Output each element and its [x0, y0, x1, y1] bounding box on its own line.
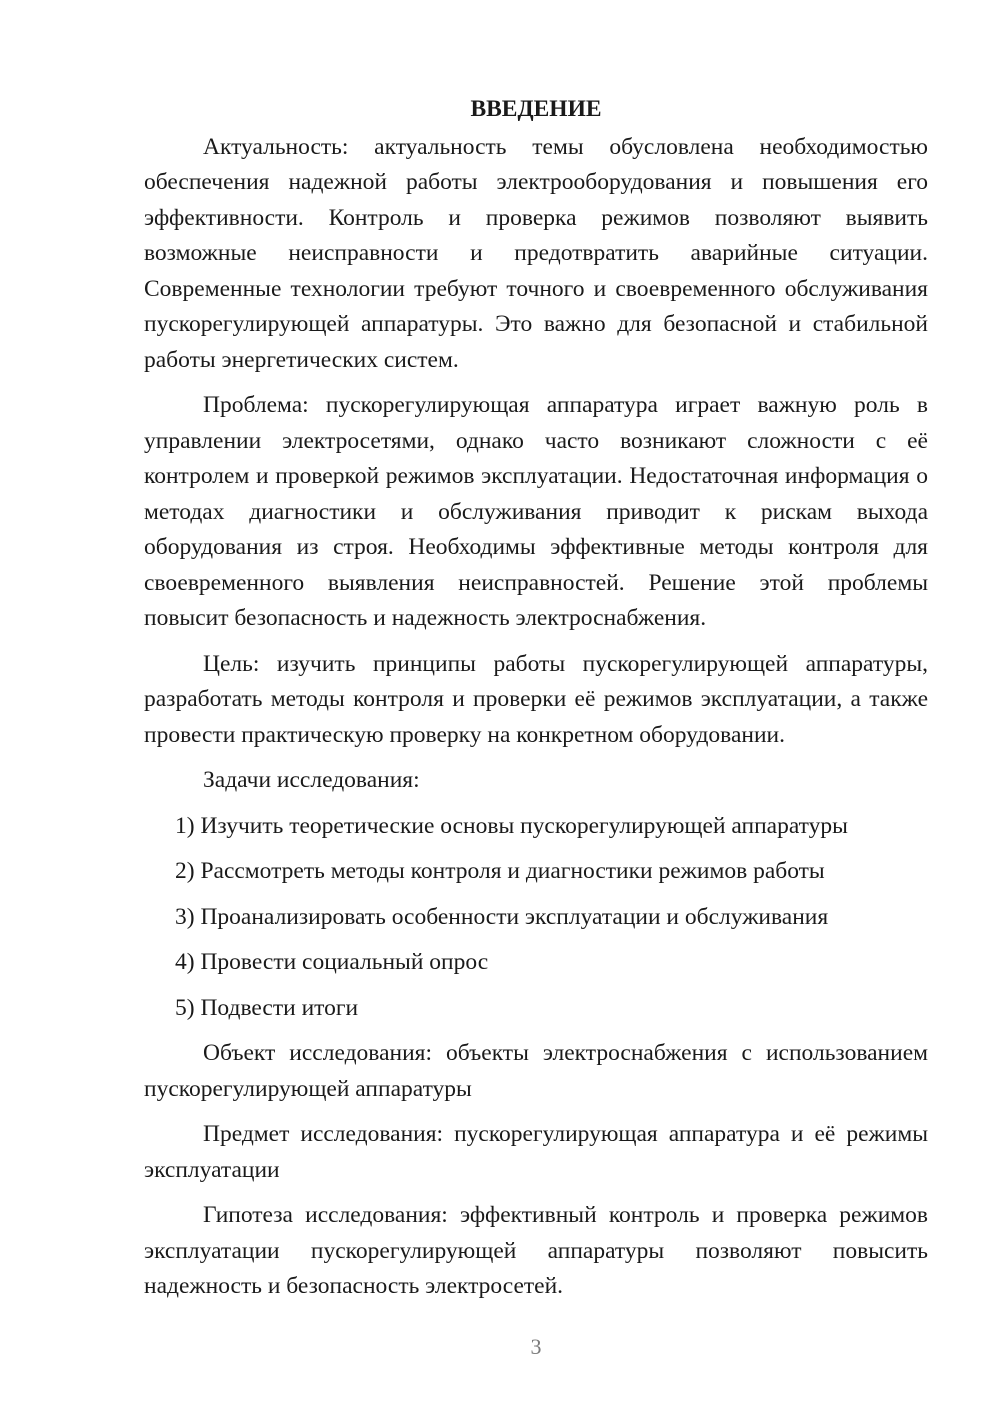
paragraph-hypothesis: Гипотеза исследования: эффективный контроль и проверка режимов эксплуатации пускорегулирующей аппаратуры позволяют повысить надежность и безопасность электросетей.	[144, 1202, 928, 1299]
list-item: 4) Провести социальный опрос	[175, 949, 489, 975]
list-item: 5) Подвести итоги	[175, 994, 359, 1021]
paragraph-goal: Цель: изучить принципы работы пускорегулирующей аппаратуры, разработать методы контроля и проверки её режимов эксплуатации, а также провести практическую проверку на конкретном оборудовании.	[144, 650, 928, 748]
list-item: 2) Рассмотреть методы контроля и диагностики режимов работы	[175, 858, 825, 884]
paragraph-relevance: Актуальность: актуальность темы обусловлена необходимостью обеспечения надежной работы электрооборудования и повышения его эффективности. Контроль и проверка режимов позволяют выявить возможные неисправности и предотвратить аварийные ситуации. Современные технологии требуют точного и своевременного обслуживания пускорегулирующей аппаратуры. Это важно для безопасной и стабильной работы энергетических систем.	[144, 133, 928, 373]
page-content	[144, 92, 928, 1315]
list-item: 1) Изучить теоретические основы пускорегулирующей аппаратуры	[175, 812, 848, 839]
tasks-list	[144, 809, 928, 1027]
paragraph-object: Объект исследования: объекты электроснабжения с использованием пускорегулирующей аппаратуры	[144, 1040, 928, 1102]
tasks-heading: Задачи исследования:	[203, 767, 420, 793]
paragraph-subject: Предмет исследования: пускорегулирующая аппаратура и её режимы эксплуатации	[144, 1121, 928, 1183]
paragraph-problem: Проблема: пускорегулирующая аппаратура играет важную роль в управлении электросетями, однако часто возникают сложности с её контролем и проверкой режимов эксплуатации. Недостаточная информация о методах диагностики и обслуживания приводит к рискам выхода оборудования из строя. Необходимы эффективные методы контроля для своевременного выявления неисправностей. Решение этой проблемы повысит безопасность и надежность электроснабжения.	[144, 392, 928, 631]
page-title: ВВЕДЕНИЕ	[470, 96, 602, 122]
list-item: 3) Проанализировать особенности эксплуатации и обслуживания	[175, 903, 829, 930]
page-number: 3	[530, 1334, 542, 1359]
